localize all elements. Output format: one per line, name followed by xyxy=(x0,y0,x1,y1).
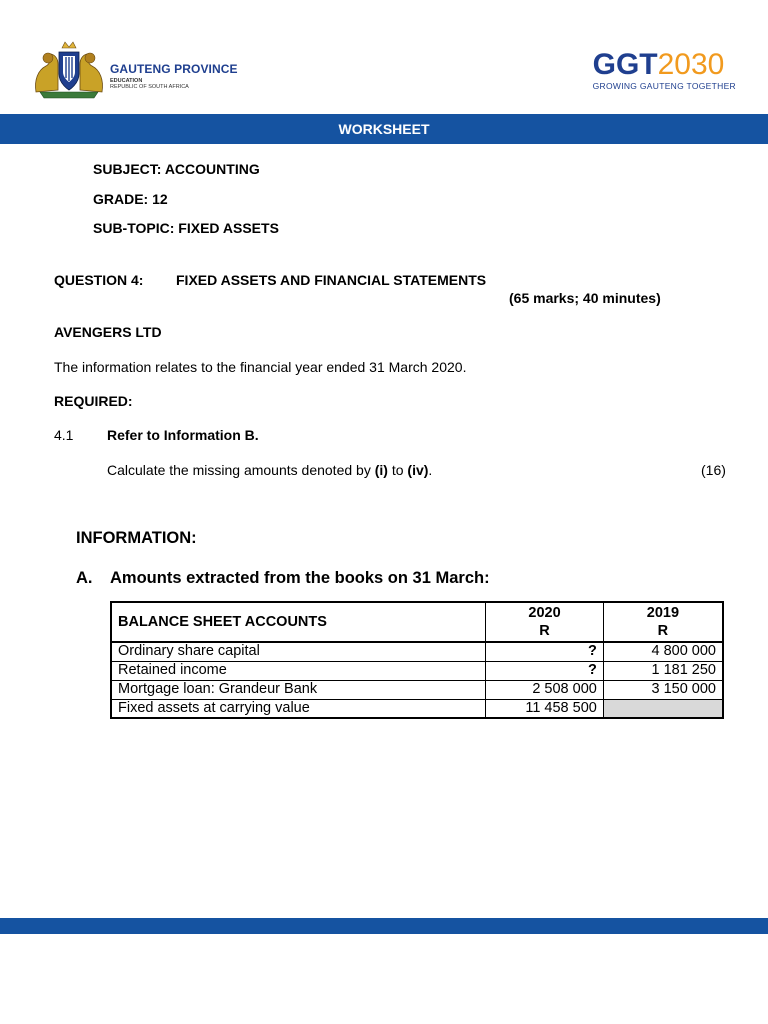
worksheet-banner xyxy=(0,114,768,144)
table-header-row xyxy=(111,602,723,642)
question-number: QUESTION 4: xyxy=(54,272,144,288)
instruction-end: . xyxy=(428,462,433,478)
logo-province-name: GAUTENG PROVINCE xyxy=(110,62,238,76)
row-label: Ordinary share capital xyxy=(111,642,486,661)
row-label: Mortgage loan: Grandeur Bank xyxy=(111,680,486,699)
row-value-2019: 1 181 250 xyxy=(603,661,723,680)
row-value-2020: 11 458 500 xyxy=(486,699,604,718)
ggt-prefix: GGT xyxy=(592,48,658,81)
logo-department: EDUCATION xyxy=(110,78,143,84)
logo-text xyxy=(110,62,238,90)
subquestion-title: Refer to Information B. xyxy=(107,427,259,443)
grade-line: GRADE: 12 xyxy=(93,191,168,207)
ggt-year: 2030 xyxy=(657,48,725,81)
subquestion-number: 4.1 xyxy=(54,427,74,443)
row-value-2020: ? xyxy=(486,642,604,661)
section-title: Amounts extracted from the books on 31 March: xyxy=(110,569,490,587)
subquestion-marks: (16) xyxy=(701,462,726,478)
row-value-2019: 3 150 000 xyxy=(603,680,723,699)
question-title: FIXED ASSETS AND FINANCIAL STATEMENTS xyxy=(176,272,487,288)
header-2020-unit: R xyxy=(539,623,550,639)
row-value-2019-shaded xyxy=(603,699,723,718)
table-row xyxy=(111,699,723,718)
page-header xyxy=(0,0,768,112)
header-2019 xyxy=(603,602,723,642)
row-label: Retained income xyxy=(111,661,486,680)
logo-country: REPUBLIC OF SOUTH AFRICA xyxy=(110,84,189,90)
banner-title: WORKSHEET xyxy=(338,121,430,137)
gauteng-province-logo xyxy=(30,40,240,100)
header-2020-year: 2020 xyxy=(528,605,561,621)
section-letter: A. xyxy=(76,569,93,587)
instruction-text xyxy=(107,462,432,478)
table-row xyxy=(111,680,723,699)
row-value-2019: 4 800 000 xyxy=(603,642,723,661)
ggt-tagline: GROWING GAUTENG TOGETHER xyxy=(592,81,736,91)
instruction-pre: Calculate the missing amounts denoted by xyxy=(107,462,375,478)
subject-line: SUBJECT: ACCOUNTING xyxy=(93,161,260,177)
table-row xyxy=(111,642,723,661)
header-2019-unit: R xyxy=(657,623,669,639)
instruction-i: (i) xyxy=(374,462,388,478)
header-accounts: BALANCE SHEET ACCOUNTS xyxy=(111,602,486,642)
information-heading: INFORMATION: xyxy=(76,529,197,547)
instruction-iv: (iv) xyxy=(407,462,429,478)
balance-sheet-table xyxy=(110,601,724,719)
required-heading: REQUIRED: xyxy=(54,393,133,409)
header-2019-year: 2019 xyxy=(646,605,680,621)
row-value-2020: 2 508 000 xyxy=(486,680,604,699)
header-2020 xyxy=(486,602,604,642)
ggt2030-logo xyxy=(593,50,736,91)
footer-bar xyxy=(0,918,768,934)
question-marks: (65 marks; 40 minutes) xyxy=(509,290,661,306)
table-row xyxy=(111,661,723,680)
row-value-2020: ? xyxy=(486,661,604,680)
intro-text: The information relates to the financial year ended 31 March 2020. xyxy=(54,359,467,375)
coat-of-arms-icon xyxy=(30,40,108,100)
instruction-to: to xyxy=(387,462,408,478)
company-name: AVENGERS LTD xyxy=(54,324,162,340)
row-label: Fixed assets at carrying value xyxy=(111,699,486,718)
subtopic-line: SUB-TOPIC: FIXED ASSETS xyxy=(93,220,279,236)
